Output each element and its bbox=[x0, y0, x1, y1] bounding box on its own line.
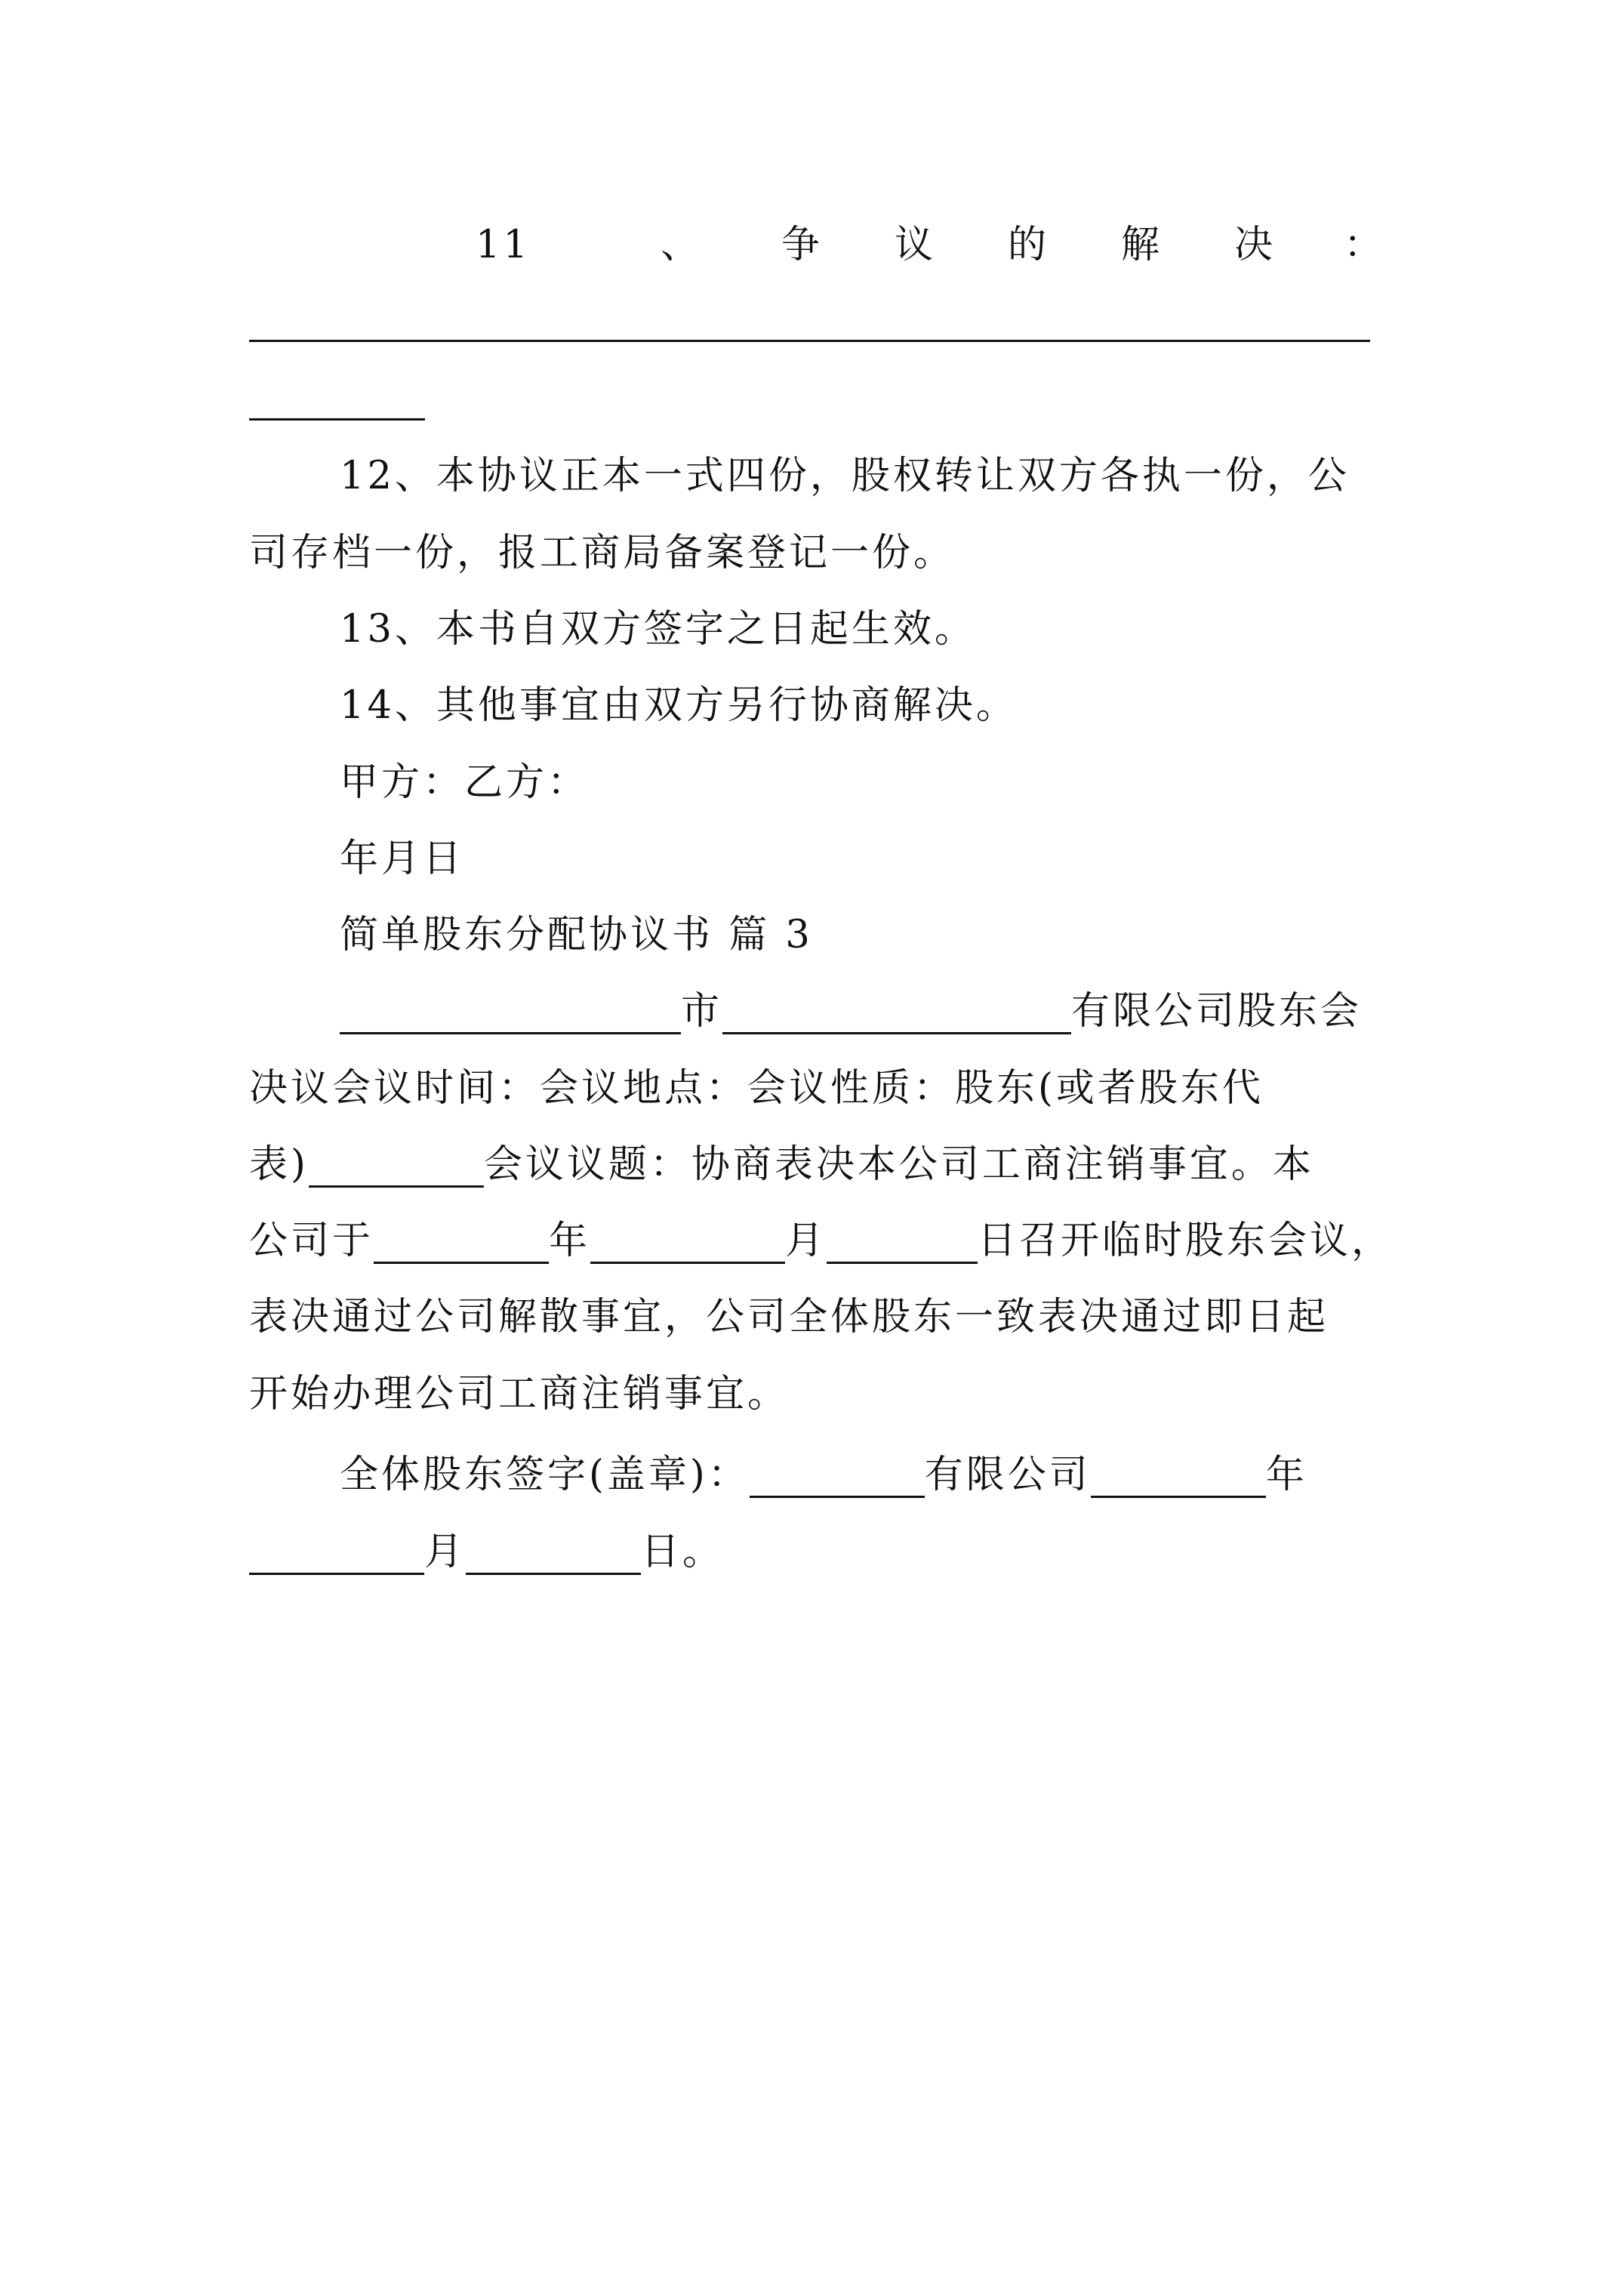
item-12-line-1: 12、本协议正本一式四份，股权转让双方各执一份，公 bbox=[340, 454, 1350, 498]
date-line: 年月日 bbox=[340, 837, 465, 881]
item-11-number: 11 bbox=[476, 223, 531, 267]
company-label: 有限公司股东会 bbox=[1071, 989, 1363, 1034]
signature-year-blank bbox=[1091, 1456, 1266, 1498]
resolution-line-1 bbox=[340, 989, 1381, 1034]
resolution-line-2: 决议会议时间：会议地点：会议性质：股东(或者股东代 bbox=[249, 1066, 1264, 1111]
item-11-colon: ： bbox=[1344, 223, 1386, 267]
resolution-line-4-suffix: 日召开临时股东会议， bbox=[978, 1219, 1394, 1263]
item-12-line-2: 司存档一份，报工商局备案登记一份。 bbox=[249, 531, 956, 575]
signature-blank bbox=[750, 1456, 925, 1498]
year-blank bbox=[374, 1222, 549, 1264]
signature-company: 有限公司 bbox=[924, 1453, 1091, 1497]
company-blank bbox=[722, 993, 1071, 1034]
signature-line-2 bbox=[249, 1530, 1381, 1575]
item-11-answer-rule-long bbox=[249, 340, 1370, 342]
item-11-char-3: 的 bbox=[1008, 223, 1050, 267]
signature-month-blank bbox=[249, 1533, 424, 1575]
item-11-char-5: 决 bbox=[1234, 223, 1277, 267]
item-14: 14、其他事宜由双方另行协商解决。 bbox=[340, 683, 1018, 728]
item-11-heading bbox=[249, 223, 1386, 268]
signature-line-1 bbox=[340, 1453, 1381, 1498]
signature-day-blank bbox=[466, 1533, 641, 1575]
signature-prefix: 全体股东签字(盖章)： bbox=[340, 1453, 750, 1497]
representative-blank bbox=[309, 1146, 484, 1188]
item-11-char-4: 解 bbox=[1121, 223, 1163, 267]
resolution-line-3-prefix: 表) bbox=[249, 1142, 309, 1187]
day-blank bbox=[827, 1222, 978, 1264]
item-13: 13、本书自双方签字之日起生效。 bbox=[340, 607, 976, 652]
item-11-answer-rule-short bbox=[249, 418, 425, 421]
parties-line: 甲方：乙方： bbox=[340, 760, 590, 805]
year-label: 年 bbox=[549, 1219, 591, 1263]
signature-day: 日。 bbox=[641, 1530, 725, 1574]
signature-year: 年 bbox=[1265, 1453, 1307, 1497]
resolution-line-4-prefix: 公司于 bbox=[249, 1219, 374, 1263]
resolution-line-6: 开始办理公司工商注销事宜。 bbox=[249, 1372, 790, 1416]
item-11-comma: 、 bbox=[661, 223, 703, 267]
item-11-char-1: 争 bbox=[781, 223, 824, 267]
signature-month: 月 bbox=[424, 1530, 467, 1574]
section-title: 简单股东分配协议书 篇 3 bbox=[340, 913, 813, 957]
resolution-line-3 bbox=[249, 1142, 1381, 1188]
resolution-line-5: 表决通过公司解散事宜，公司全体股东一致表决通过即日起 bbox=[249, 1295, 1329, 1339]
city-blank bbox=[340, 993, 681, 1034]
item-11-char-2: 议 bbox=[895, 223, 937, 267]
city-label: 市 bbox=[681, 989, 723, 1034]
resolution-line-4 bbox=[249, 1219, 1394, 1264]
resolution-line-3-suffix: 会议议题：协商表决本公司工商注销事宜。本 bbox=[483, 1142, 1314, 1187]
month-blank bbox=[590, 1222, 785, 1264]
month-label: 月 bbox=[785, 1219, 827, 1263]
